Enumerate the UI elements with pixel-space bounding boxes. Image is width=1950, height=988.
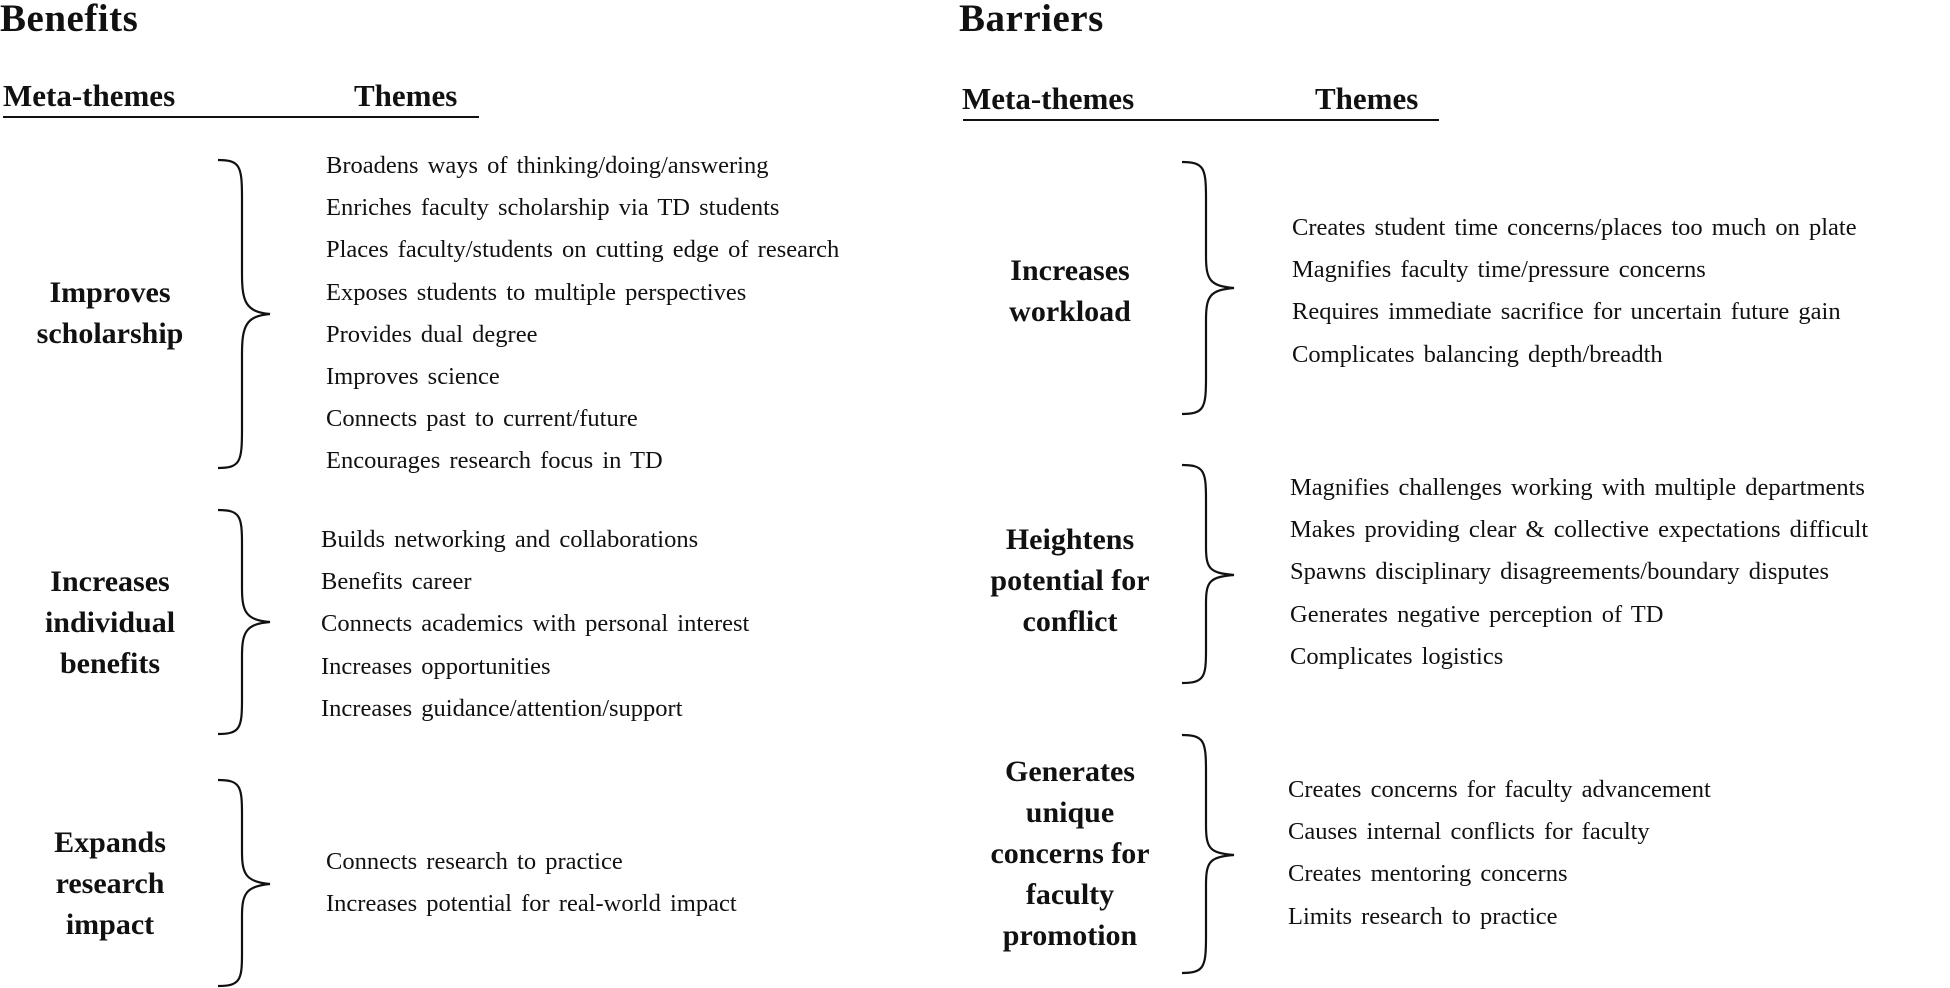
theme-item: Connects research to practice xyxy=(326,848,623,875)
benefits-meta-expands-research-impact: Expands research impact xyxy=(54,826,166,941)
benefits-header-rule xyxy=(3,116,479,118)
theme-item: Creates student time concerns/places too much on plate xyxy=(1292,214,1857,241)
theme-item: Increases opportunities xyxy=(321,652,551,680)
brace-icon xyxy=(212,778,272,988)
barriers-meta-heightens-potential-for-conflict: Heightens potential for conflict xyxy=(990,523,1150,638)
brace-icon xyxy=(212,158,272,472)
theme-item: Connects past to current/future xyxy=(326,405,638,433)
theme-item: Provides dual degree xyxy=(326,320,538,348)
theme-item: Connects academics with personal interest xyxy=(321,610,750,638)
theme-item: Places faculty/students on cutting edge of research xyxy=(326,236,840,264)
theme-item: Requires immediate sacrifice for uncertain future gain xyxy=(1292,298,1841,326)
theme-item: Magnifies faculty time/pressure concerns xyxy=(1292,256,1706,284)
theme-item: Benefits career xyxy=(321,568,472,596)
theme-item: Broadens ways of thinking/doing/answering xyxy=(326,152,769,179)
brace-icon xyxy=(1176,463,1236,685)
benefits-meta-increases-individual-benefits: Increases individual benefits xyxy=(44,565,176,680)
theme-item: Generates negative perception of TD xyxy=(1290,600,1664,628)
theme-item: Makes providing clear & collective expectations difficult xyxy=(1290,516,1869,544)
theme-item: Complicates balancing depth/breadth xyxy=(1292,340,1663,368)
theme-item: Magnifies challenges working with multiple departments xyxy=(1290,474,1865,501)
barriers-title: Barriers xyxy=(959,0,1104,40)
theme-item: Builds networking and collaborations xyxy=(321,526,699,553)
benefits-themes-list-1 xyxy=(326,145,839,483)
barriers-themes-list-2 xyxy=(1290,467,1868,678)
theme-item: Increases potential for real-world impact xyxy=(326,890,737,918)
barriers-meta-increases-workload: Increases workload xyxy=(1009,254,1131,328)
theme-item: Exposes students to multiple perspectives xyxy=(326,278,747,306)
barriers-meta-generates-unique-concerns: Generates unique concerns for faculty promotion xyxy=(990,755,1150,952)
theme-item: Spawns disciplinary disagreements/boundary disputes xyxy=(1290,558,1830,586)
theme-item: Creates mentoring concerns xyxy=(1288,860,1568,888)
theme-item: Causes internal conflicts for faculty xyxy=(1288,818,1650,846)
benefits-themes-list-3 xyxy=(326,841,737,925)
barriers-meta-themes-header: Meta-themes xyxy=(962,81,1135,116)
benefits-meta-improves-scholarship: Improves scholarship xyxy=(36,276,184,350)
brace-icon xyxy=(1176,733,1236,975)
theme-item: Increases guidance/attention/support xyxy=(321,694,683,722)
theme-item: Encourages research focus in TD xyxy=(326,447,663,475)
theme-item: Improves science xyxy=(326,362,500,390)
theme-item: Complicates logistics xyxy=(1290,642,1504,670)
benefits-themes-header: Themes xyxy=(354,78,458,113)
benefits-title: Benefits xyxy=(0,0,139,40)
theme-item: Enriches faculty scholarship via TD students xyxy=(326,194,780,222)
barriers-themes-header: Themes xyxy=(1315,81,1419,116)
brace-icon xyxy=(1176,160,1236,416)
barriers-themes-list-3 xyxy=(1288,769,1711,938)
barriers-header-rule xyxy=(963,119,1439,121)
theme-item: Limits research to practice xyxy=(1288,902,1558,930)
barriers-themes-list-1 xyxy=(1292,207,1857,376)
benefits-meta-themes-header: Meta-themes xyxy=(3,78,176,113)
brace-icon xyxy=(212,508,272,736)
benefits-themes-list-2 xyxy=(321,519,749,730)
theme-item: Creates concerns for faculty advancement xyxy=(1288,776,1711,803)
